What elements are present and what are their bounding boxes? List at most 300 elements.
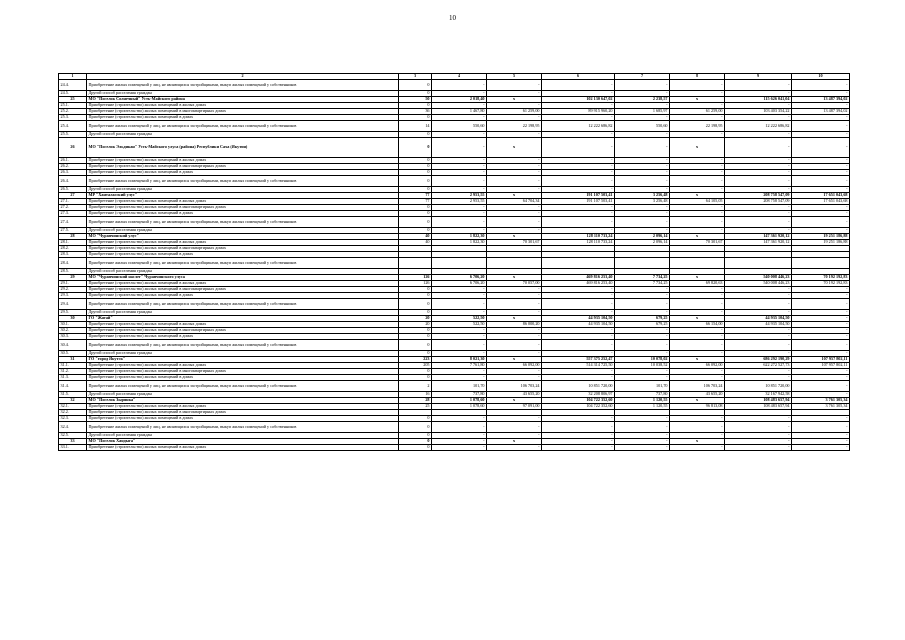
apartment-count: 0 [399,132,432,138]
unit-price-total-cell: - [670,299,725,310]
row-description: Приобретение (строительство) жилых помещений в жилых домах [87,445,399,451]
cost-total-cell [725,258,792,269]
cost-total-cell: - [725,433,792,439]
row-description: Приобретение (строительство) жилых помещений в домах [87,170,399,176]
cost-cell: 469 816 253,40 [542,281,615,287]
difference-cell: - [792,158,850,164]
row-description: Приобретение жилых помещений у лиц, не являющихся застройщиками, выкуп жилых помещений у собственников [87,121,399,132]
apartment-count: 0 [399,328,432,334]
table-row [59,422,850,433]
unit-price-cell: - [487,115,542,121]
difference-cell: - [792,205,850,211]
unit-price-cell: - [487,445,542,451]
row-number: 29.5. [59,310,87,316]
apartment-count: 0 [399,340,432,351]
apartment-count: 50 [399,97,432,103]
area-total-cell: - [615,132,670,138]
cost-total-cell: 540 008 446,23 [725,275,792,281]
cost-cell: - [542,211,615,217]
difference-cell: - [792,351,850,357]
unit-price-total-cell: - [670,369,725,375]
cost-cell: - [542,340,615,351]
cost-cell: 44 935 104,50 [542,316,615,322]
unit-price-total-cell: х [670,275,725,281]
difference-cell: - [792,187,850,193]
table-row [59,340,850,351]
apartment-count: 25 [399,404,432,410]
row-number: 28.5. [59,269,87,275]
unit-price-cell: 70 301,67 [487,240,542,246]
cost-total-cell: - [725,217,792,228]
unit-price-cell: 61 259,00 [487,109,542,115]
unit-price-total-cell: - [670,416,725,422]
unit-price-total-cell: - [670,91,725,97]
unit-price-cell: х [487,97,542,103]
row-description: Приобретение жилых помещений у лиц, не являющихся застройщиками, выкуп жилых помещений у собственников [87,80,399,91]
row-number: 25.5. [59,132,87,138]
cost-total-cell: - [725,375,792,381]
row-number: 30 [59,316,87,322]
cost-total-cell: 208 758 547,09 [725,199,792,205]
area-total-cell: - [615,91,670,97]
unit-price-total-cell: х [670,97,725,103]
area-cell: 7 761,80 [432,363,487,369]
apartment-count: 28 [399,398,432,404]
cost-cell: - [542,205,615,211]
area-total-cell: - [615,351,670,357]
row-description: Приобретение (строительство) жилых помещений в многоквартирных домах [87,328,399,334]
row-number: 32 [59,398,87,404]
area-total-cell: - [615,170,670,176]
cost-cell: 44 935 104,50 [542,322,615,328]
cost-total-cell: 12 222 686,82 [725,121,792,132]
table-row [59,445,850,451]
row-number: 31 [59,357,87,363]
difference-cell: 70 192 192,83 [792,281,850,287]
row-description: Приобретение (строительство) жилых помещений в жилых домах [87,158,399,164]
unit-price-total-cell: - [670,164,725,170]
area-total-cell: 101,70 [615,381,670,392]
area-total-cell: - [615,164,670,170]
table-row [59,217,850,228]
area-cell: - [432,187,487,193]
area-total-cell: - [615,158,670,164]
row-number: 30.2. [59,328,87,334]
area-cell: - [432,416,487,422]
difference-cell: 17 651 043,68 [792,193,850,199]
difference-cell: 70 192 192,83 [792,275,850,281]
area-total-cell: - [615,375,670,381]
apartment-count: 0 [399,445,432,451]
cost-cell: 10 851 720,00 [542,381,615,392]
row-number: 27.5. [59,228,87,234]
cost-total-cell: 44 935 104,50 [725,322,792,328]
row-description: Другой способ расселения граждан [87,433,399,439]
difference-cell: - [792,121,850,132]
table-row [59,80,850,91]
area-cell: 1 078,60 [432,404,487,410]
area-total-cell: - [615,176,670,187]
difference-cell: - [792,170,850,176]
area-cell: 2 953,55 [432,199,487,205]
difference-cell: 3 761 305,34 [792,398,850,404]
unit-price-total-cell [670,258,725,269]
area-cell: - [432,328,487,334]
cost-total-cell: - [725,176,792,187]
unit-price-total-cell: х [670,234,725,240]
unit-price-cell: - [487,334,542,340]
area-total-cell: 3 256,48 [615,199,670,205]
difference-cell: - [792,228,850,234]
unit-price-cell: - [487,351,542,357]
area-total-cell: 7 734,25 [615,281,670,287]
cost-cell: - [542,369,615,375]
unit-price-total-cell: - [670,328,725,334]
area-total-cell: - [615,138,670,158]
cost-total-cell: - [725,351,792,357]
area-cell: - [432,80,487,91]
table-row [59,176,850,187]
difference-cell: - [792,416,850,422]
unit-price-total-cell: - [670,170,725,176]
difference-cell: - [792,445,850,451]
area-total-cell: 1 120,55 [615,398,670,404]
unit-price-total-cell: х [670,357,725,363]
cost-total-cell: - [725,287,792,293]
apartment-count: 0 [399,187,432,193]
area-cell: - [432,138,487,158]
cost-total-cell: - [725,340,792,351]
apartment-count: 0 [399,91,432,97]
unit-price-total-cell: 64 105,05 [670,199,725,205]
unit-price-cell: 106 703,24 [487,381,542,392]
cost-total-cell: - [725,228,792,234]
area-total-cell: - [615,103,670,109]
cost-total-cell: - [725,187,792,193]
row-description: МО "Поселок Солнечный" Усть-Майского района [87,97,399,103]
area-total-cell: - [615,328,670,334]
difference-cell: - [792,91,850,97]
row-description: Другой способ расселения граждан [87,91,399,97]
row-number: 32.1. [59,404,87,410]
unit-price-total-cell: - [670,205,725,211]
apartment-count: 0 [399,299,432,310]
unit-price-cell: - [487,293,542,299]
table-row [59,299,850,310]
area-cell: - [432,340,487,351]
resettlement-table [58,73,850,451]
unit-price-cell: - [487,369,542,375]
area-cell: - [432,211,487,217]
area-total-cell: - [615,334,670,340]
unit-price-total-cell: - [670,176,725,187]
cost-total-cell: - [725,293,792,299]
unit-price-total-cell: - [670,351,725,357]
column-header: 2 [87,74,399,80]
area-total-cell: - [615,310,670,316]
column-header: 10 [792,74,850,80]
difference-cell: - [792,334,850,340]
row-number: 29.2. [59,287,87,293]
unit-price-cell: х [487,193,542,199]
difference-cell: - [792,422,850,433]
unit-price-total-cell: - [670,445,725,451]
area-cell: 550,60 [432,121,487,132]
row-description: Приобретение (строительство) жилых помещений в многоквартирных домах [87,369,399,375]
unit-price-total-cell: 66 154,00 [670,322,725,328]
unit-price-cell: 22 198,95 [487,121,542,132]
page-number: 10 [449,14,456,22]
row-number: 25.3. [59,115,87,121]
area-total-cell: - [615,217,670,228]
difference-cell: - [792,80,850,91]
row-description: МО "Чурапчинский наслег" Чурапчинского улуса [87,275,399,281]
cost-cell: - [542,351,615,357]
apartment-count: 223 [399,357,432,363]
area-total-cell: - [615,369,670,375]
row-number: 26.3. [59,170,87,176]
area-cell: 6 706,20 [432,281,487,287]
apartment-count: 20 [399,316,432,322]
area-total-cell: 1 120,55 [615,404,670,410]
column-header: 3 [399,74,432,80]
apartment-count: 0 [399,170,432,176]
apartment-count [399,258,432,269]
area-total-cell: - [615,187,670,193]
area-cell: 6 706,20 [432,275,487,281]
unit-price-total-cell: 43 655,20 [670,392,725,398]
unit-price-cell: х [487,275,542,281]
row-number: 24.5. [59,91,87,97]
area-cell: - [432,132,487,138]
unit-price-total-cell: - [670,132,725,138]
unit-price-total-cell: - [670,103,725,109]
area-cell: 522,50 [432,322,487,328]
cost-total-cell: 208 758 547,09 [725,193,792,199]
area-cell: 1 822,30 [432,234,487,240]
unit-price-total-cell: - [670,375,725,381]
difference-cell: - [792,433,850,439]
row-number: 26.2. [59,164,87,170]
cost-total-cell: 622 272 527,73 [725,363,792,369]
unit-price-total-cell: 61 259,00 [670,109,725,115]
unit-price-cell: х [487,316,542,322]
cost-total-cell: - [725,91,792,97]
column-header: 7 [615,74,670,80]
difference-cell: 107 957 802,11 [792,357,850,363]
cost-total-cell: - [725,310,792,316]
unit-price-cell: х [487,439,542,445]
cost-cell: 12 222 686,82 [542,121,615,132]
difference-cell: - [792,392,850,398]
cost-total-cell: - [725,422,792,433]
area-total-cell: - [615,115,670,121]
area-cell: - [432,176,487,187]
cost-total-cell: - [725,158,792,164]
row-description: Другой способ расселения граждан [87,132,399,138]
row-description: Приобретение (строительство) жилых помещений в домах [87,416,399,422]
unit-price-cell: х [487,398,542,404]
area-cell: - [432,299,487,310]
row-number: 26.1. [59,158,87,164]
cost-total-cell: 108 483 657,94 [725,398,792,404]
area-total-cell: - [615,228,670,234]
cost-total-cell: 147 361 920,12 [725,240,792,246]
unit-price-total-cell: 69 820,63 [670,281,725,287]
column-header: 8 [670,74,725,80]
unit-price-cell: - [487,328,542,334]
row-description: МО "Поселок Хандыга" [87,439,399,445]
unit-price-total-cell: - [670,293,725,299]
unit-price-cell: 97 091,00 [487,404,542,410]
area-total-cell: - [615,433,670,439]
row-number: 32.3. [59,416,87,422]
unit-price-cell: - [487,310,542,316]
row-number: 33.1. [59,445,87,451]
cost-total-cell: 44 935 104,50 [725,316,792,322]
cost-total-cell: - [725,205,792,211]
cost-cell: 469 816 253,40 [542,275,615,281]
cost-cell: 104 722 352,60 [542,398,615,404]
area-total-cell [615,258,670,269]
area-total-cell: - [615,293,670,299]
area-total-cell: 2 238,57 [615,97,670,103]
unit-price-cell: 43 655,20 [487,392,542,398]
unit-price-cell: 64 704,34 [487,199,542,205]
row-number: 31.4. [59,381,87,392]
area-cell: - [432,422,487,433]
row-description: Приобретение (строительство) жилых помещений в жилых домах [87,281,399,287]
area-cell: - [432,310,487,316]
row-number: 25.2. [59,109,87,115]
cost-cell: - [542,439,615,445]
apartment-count: 0 [399,205,432,211]
difference-cell: - [792,138,850,158]
area-cell: - [432,205,487,211]
cost-total-cell: 103 403 354,22 [725,109,792,115]
difference-cell: 107 957 802,11 [792,363,850,369]
apartment-count: 16 [399,392,432,398]
area-cell: - [432,433,487,439]
cost-cell: - [542,91,615,97]
table-row [59,381,850,392]
row-number: 29.1. [59,281,87,287]
row-description: Другой способ расселения граждан [87,310,399,316]
row-number: 26 [59,138,87,158]
apartment-count: 0 [399,416,432,422]
row-number: 31.5. [59,392,87,398]
area-cell: 2 018,40 [432,97,487,103]
area-total-cell: - [615,299,670,310]
area-cell: - [432,164,487,170]
apartment-count: 40 [399,234,432,240]
row-description: Приобретение (строительство) жилых помещений в многоквартирных домах [87,205,399,211]
unit-price-total-cell: - [670,211,725,217]
cost-total-cell: - [725,164,792,170]
difference-cell: - [792,176,850,187]
cost-cell: - [542,132,615,138]
area-cell: - [432,293,487,299]
apartment-count: 2 [399,381,432,392]
unit-price-cell: - [487,416,542,422]
difference-cell: - [792,299,850,310]
difference-cell: - [792,340,850,351]
cost-cell: 514 314 725,50 [542,363,615,369]
area-total-cell: 679,25 [615,322,670,328]
apartment-count: 0 [399,115,432,121]
unit-price-total-cell: - [670,310,725,316]
apartment-count: 0 [399,310,432,316]
unit-price-total-cell: - [670,187,725,193]
row-description: Приобретение (строительство) жилых помещений в многоквартирных домах [87,164,399,170]
area-cell: - [432,351,487,357]
cost-total-cell: - [725,334,792,340]
unit-price-total-cell: 22 198,95 [670,121,725,132]
unit-price-cell: 86 000,20 [487,322,542,328]
cost-total-cell: - [725,445,792,451]
unit-price-cell: - [487,158,542,164]
area-cell: 2 953,55 [432,193,487,199]
area-cell: 737,80 [432,392,487,398]
area-cell: - [432,287,487,293]
row-number: 33 [59,439,87,445]
unit-price-cell: - [487,422,542,433]
cost-cell: - [542,375,615,381]
area-cell: - [432,439,487,445]
row-description: МО "Поселок Эльдикан" Усть-Майского улуса (района) Республики Саха (Якутия) [87,138,399,158]
area-cell [432,258,487,269]
row-number: 28.3. [59,252,87,258]
apartment-count: 77 [399,199,432,205]
cost-cell: - [542,170,615,176]
apartment-count: 0 [399,211,432,217]
unit-price-total-cell: - [670,80,725,91]
row-number: 26.5. [59,187,87,193]
difference-cell: - [792,322,850,328]
area-cell: - [432,369,487,375]
area-total-cell: 737,80 [615,392,670,398]
cost-cell: - [542,287,615,293]
row-description: Приобретение жилых помещений у лиц, не являющихся застройщиками, выкуп жилых помещений у собственников [87,299,399,310]
apartment-count: 14 [399,121,432,132]
unit-price-cell: - [487,164,542,170]
apartment-count: 0 [399,287,432,293]
unit-price-cell: 66 092,00 [487,363,542,369]
unit-price-cell: 70 057,00 [487,281,542,287]
apartment-count: 0 [399,433,432,439]
cost-cell: - [542,187,615,193]
row-description: Приобретение (строительство) жилых помещений в многоквартирных домах [87,410,399,416]
row-description: Другой способ расселения граждан [87,392,399,398]
row-number: 29.3. [59,293,87,299]
row-number: 28.1. [59,240,87,246]
unit-price-cell: - [487,80,542,91]
area-total-cell: - [615,80,670,91]
difference-cell: - [792,439,850,445]
cost-total-cell: - [725,211,792,217]
cost-total-cell: - [725,170,792,176]
apartment-count: 0 [399,158,432,164]
area-total-cell: - [615,422,670,433]
row-description: Приобретение жилых помещений у лиц, не являющихся застройщиками, выкуп жилых помещений у собственников [87,422,399,433]
row-number: 28 [59,234,87,240]
row-description: Приобретение (строительство) жилых помещений в домах [87,334,399,340]
apartment-count: 0 [399,228,432,234]
unit-price-total-cell: - [670,115,725,121]
cost-cell: 89 915 960,20 [542,109,615,115]
area-total-cell: - [615,416,670,422]
apartment-count: 20 [399,322,432,328]
